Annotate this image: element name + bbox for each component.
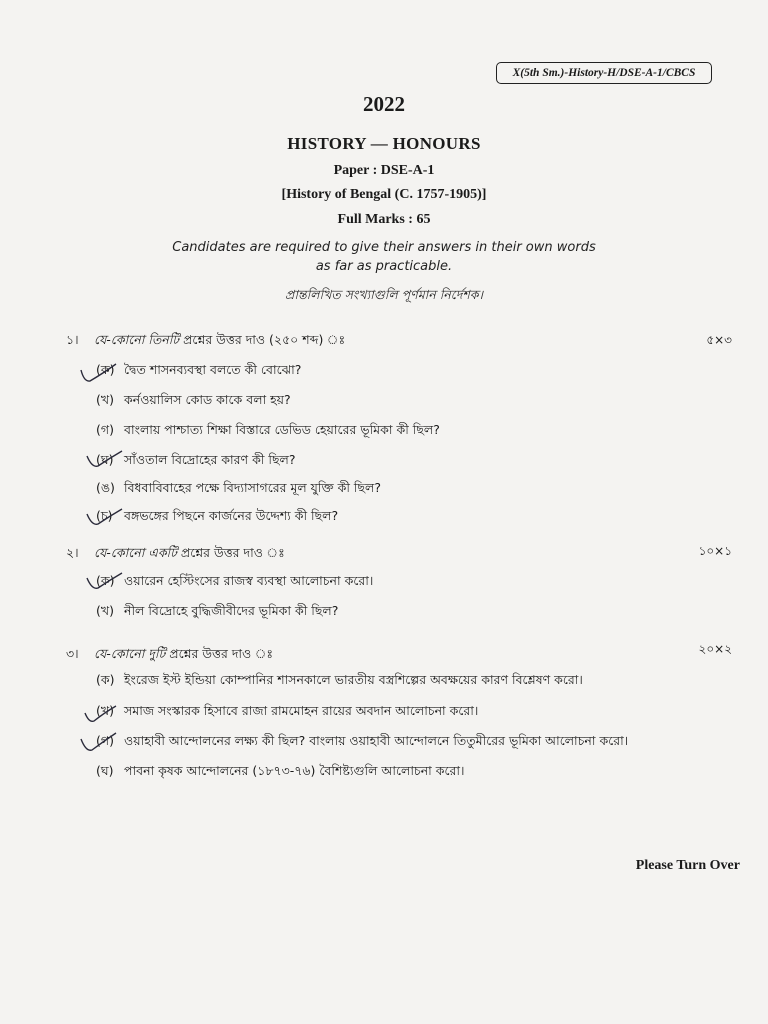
- question-item: [96, 392, 291, 412]
- pen-tick-mark: [84, 506, 124, 528]
- question-item: [96, 733, 628, 753]
- instruction-line-1: Candidates are required to give their answers in their own words: [172, 240, 596, 255]
- question-item: [96, 422, 440, 442]
- question-instruction: প্রশ্নের উত্তর দাও ঃ: [165, 646, 274, 661]
- pen-tick-mark: [84, 570, 124, 592]
- question-3-heading: [66, 646, 273, 666]
- item-label: (ঘ): [96, 763, 114, 778]
- item-text: ইংরেজ ইস্ট ইন্ডিয়া কোম্পানির শাসনকালে ভারতীয় বস্ত্রশিল্পের অবক্ষয়ের কারণ বিশ্লেষণ করো।: [124, 672, 583, 687]
- item-label: (ক): [96, 362, 115, 377]
- question-number: ৩।: [66, 646, 79, 661]
- question-item: [96, 573, 373, 593]
- item-text: পাবনা কৃষক আন্দোলনের (১৮৭৩-৭৬) বৈশিষ্ট্যগুলি আলোচনা করো।: [124, 763, 465, 778]
- pen-tick-mark: [78, 730, 118, 754]
- item-label: (গ): [96, 422, 114, 437]
- question-item: [96, 703, 478, 723]
- item-text: ওয়াহাবী আন্দোলনের লক্ষ্য কী ছিল? বাংলায় ওয়াহাবী আন্দোলনে তিতুমীরের ভূমিকা আলোচনা করো।: [124, 733, 629, 748]
- question-item: [96, 452, 295, 472]
- question-1-marks: ৫×৩: [706, 333, 732, 347]
- question-item: [96, 362, 301, 382]
- pen-tick-mark: [82, 703, 118, 725]
- item-text: দ্বৈত শাসনব্যবস্থা বলতে কী বোঝো?: [124, 362, 302, 377]
- instruction-line-2: as far as practicable.: [315, 259, 453, 274]
- question-item: [96, 763, 465, 783]
- item-label: (খ): [96, 703, 114, 718]
- item-label: (খ): [96, 392, 114, 407]
- item-text: বাংলায় পাশ্চাত্য শিক্ষা বিস্তারে ডেভিড হেয়ারের ভূমিকা কী ছিল?: [124, 422, 440, 437]
- question-item: [96, 672, 583, 692]
- item-text: কর্নওয়ালিস কোড কাকে বলা হয়?: [124, 392, 291, 407]
- please-turn-over: Please Turn Over: [635, 858, 740, 873]
- paper-name: Paper : DSE-A-1: [333, 163, 435, 178]
- item-label: (ক): [96, 672, 115, 687]
- question-2-heading: [66, 545, 285, 565]
- question-number: ১।: [66, 332, 79, 347]
- paper-code: X(5th Sm.)-History-H/DSE-A-1/CBCS: [496, 62, 712, 84]
- item-text: বঙ্গভঙ্গের পিছনে কার্জনের উদ্দেশ্য কী ছিল?: [124, 508, 339, 523]
- question-number: ২।: [66, 545, 79, 560]
- item-label: (ঙ): [96, 480, 115, 495]
- question-2-marks: ১০×১: [698, 544, 732, 558]
- paper-subtitle: [History of Bengal (C. 1757-1905)]: [281, 187, 487, 202]
- item-text: নীল বিদ্রোহে বুদ্ধিজীবীদের ভূমিকা কী ছিল?: [124, 603, 339, 618]
- item-label: (ক): [96, 573, 115, 588]
- pen-tick-mark: [78, 360, 118, 386]
- question-item: [96, 603, 338, 623]
- exam-year: 2022: [363, 92, 405, 116]
- full-marks: Full Marks : 65: [337, 212, 431, 227]
- item-text: সমাজ সংস্কারক হিসাবে রাজা রামমোহন রায়ের অবদান আলোচনা করো।: [124, 703, 479, 718]
- item-text: সাঁওতাল বিদ্রোহের কারণ কী ছিল?: [124, 452, 296, 467]
- question-item: [96, 480, 381, 500]
- item-text: ওয়ারেন হেস্টিংসের রাজস্ব ব্যবস্থা আলোচনা করো।: [124, 573, 374, 588]
- item-label: (গ): [96, 733, 114, 748]
- question-choice: যে-কোনো একটি: [94, 545, 177, 560]
- subject-title: HISTORY — HONOURS: [287, 134, 481, 153]
- question-instruction: প্রশ্নের উত্তর দাও (২৫০ শব্দ) ঃ: [179, 332, 346, 347]
- question-item: [96, 508, 338, 528]
- item-label: (চ): [96, 508, 113, 523]
- item-text: বিধবাবিবাহের পক্ষে বিদ্যাসাগরের মূল যুক্তি কী ছিল?: [124, 480, 381, 495]
- question-1-heading: [66, 332, 345, 352]
- question-choice: যে-কোনো তিনটি: [94, 332, 180, 347]
- question-choice: যে-কোনো দুটি: [94, 646, 166, 661]
- item-label: (ঘ): [96, 452, 114, 467]
- question-instruction: প্রশ্নের উত্তর দাও ঃ: [176, 545, 285, 560]
- question-3-marks: ২০×২: [698, 642, 732, 656]
- pen-tick-mark: [84, 448, 124, 470]
- item-label: (খ): [96, 603, 114, 618]
- instruction-line-3: প্রান্তলিখিত সংখ্যাগুলি পূর্ণমান নির্দেশক।: [285, 287, 483, 302]
